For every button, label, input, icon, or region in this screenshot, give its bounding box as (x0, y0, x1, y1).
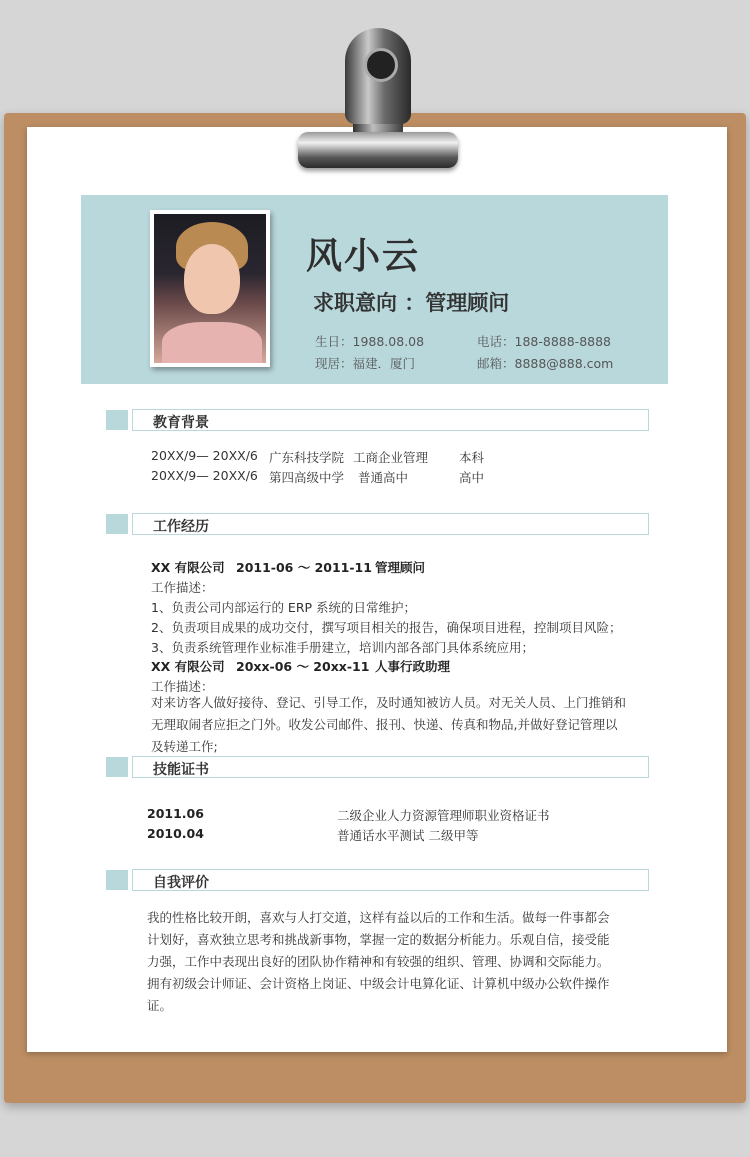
cert-name: 二级企业人力资源管理师职业资格证书 (337, 808, 550, 823)
cert-date: 2010.04 (147, 826, 204, 841)
edu-major: 普通高中 (358, 470, 409, 485)
job-position: 人事行政助理 (375, 659, 451, 674)
section-marker (106, 410, 128, 430)
job-desc-label: 工作描述： (151, 580, 214, 595)
section-marker (106, 514, 128, 534)
email-address: 邮箱：8888@888.com (477, 356, 614, 371)
profile-photo (150, 210, 270, 367)
self-eval-text: 我的性格比较开朗，喜欢与人打交道，这样有益以后的工作和生活。做每一件事都会计划好，喜欢独立思考和挑战新事物，掌握一定的数据分析能力。乐观自信，接受能力强，工作中表现出良好的团队协作精神和有较强的组织、管理、协调和交际能力。拥有初级会计师证、会计资格上岗证、中级会计电算化证、计算机中级办公软件操作证。 (147, 910, 610, 1013)
job-period: 20xx-06 ～ 20xx-11 (236, 659, 370, 674)
edu-period: 20XX/9— 20XX/6 (151, 468, 258, 483)
candidate-name: 风小云 (306, 236, 421, 277)
section-title: 工作经历 (153, 519, 209, 535)
job-intent: 求职意向 ：管理顾问 (313, 291, 510, 315)
birth-date: 生日：1988.08.08 (315, 334, 425, 349)
section-header-work (132, 513, 649, 535)
section-title: 教育背景 (153, 415, 209, 431)
section-marker (106, 870, 128, 890)
job-description: 对来访客人做好接待、登记、引导工作，及时通知被访人员。对无关人员、上门推销和无理取闹者应拒之门外。收发公司邮件、报刊、快递、传真和物品,并做好登记管理以及转递工作; (151, 695, 627, 754)
avatar (154, 214, 266, 363)
photo-body (162, 322, 262, 363)
job-duty: 1、负责公司内部运行的 ERP 系统的日常维护； (151, 600, 417, 615)
job-duty: 2、负责项目成果的成功交付，撰写项目相关的报告，确保项目进程，控制项目风险； (151, 620, 622, 635)
section-header-self-eval (132, 869, 649, 891)
edu-school: 第四高级中学 (269, 470, 345, 485)
clip-hole (364, 48, 398, 82)
section-marker (106, 757, 128, 777)
photo-face (184, 244, 240, 314)
job-duty: 3、负责系统管理作业标准手册建立，培训内部各部门具体系统应用； (151, 640, 534, 655)
section-header-skills (132, 756, 649, 778)
edu-degree: 本科 (459, 450, 485, 465)
edu-school: 广东科技学院 (269, 450, 345, 465)
job-period: 2011-06 ～ 2011-11 (236, 560, 372, 575)
residence: 现居：福建．厦门 (315, 356, 416, 371)
section-title: 技能证书 (153, 762, 209, 778)
edu-period: 20XX/9— 20XX/6 (151, 448, 258, 463)
cert-name: 普通话水平测试 二级甲等 (337, 828, 479, 843)
job-company: XX 有限公司 (151, 560, 225, 575)
section-header-education (132, 409, 649, 431)
phone-number: 电话：188-8888-8888 (477, 334, 612, 349)
cert-date: 2011.06 (147, 806, 204, 821)
job-position: 管理顾问 (375, 560, 426, 575)
job-company: XX 有限公司 (151, 659, 225, 674)
edu-degree: 高中 (459, 470, 485, 485)
edu-major: 工商企业管理 (353, 450, 429, 465)
section-title: 自我评价 (153, 875, 209, 891)
binder-clip-icon (298, 132, 458, 168)
job-desc-label: 工作描述： (151, 679, 214, 694)
